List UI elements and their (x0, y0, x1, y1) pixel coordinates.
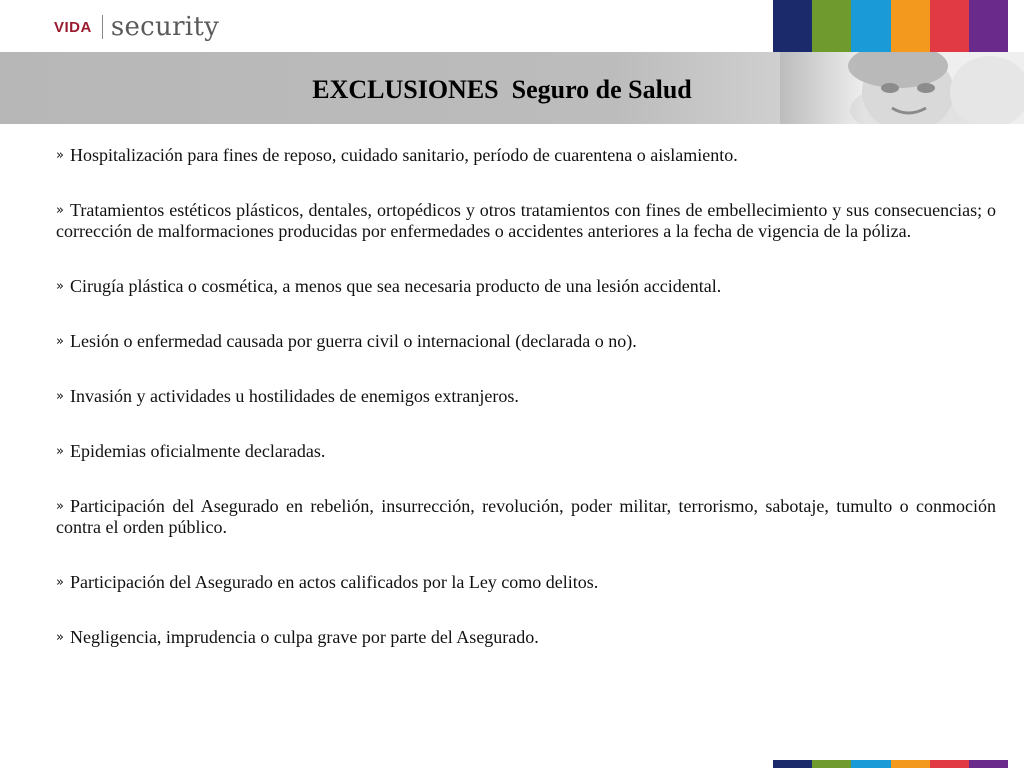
bullet-icon: » (56, 499, 64, 514)
logo-separator (102, 15, 103, 39)
stripe (930, 760, 969, 768)
stripe (851, 760, 890, 768)
logo-security-text: security (110, 12, 220, 42)
exclusion-item-text: Participación del Asegurado en actos calificados por la Ley como delitos. (69, 572, 599, 592)
exclusion-item-text: Tratamientos estéticos plásticos, dentales, ortopédicos y otros tratamientos con fines de embellecimiento y sus consecuencias; o corrección de malformaciones producidas por enfermedades o accidentes anteriores a la fecha de vigencia de la póliza. (56, 200, 996, 241)
brand-color-stripes-top (773, 0, 1008, 52)
exclusion-item (56, 276, 996, 297)
exclusion-item-text: Negligencia, imprudencia o culpa grave por parte del Asegurado. (69, 627, 539, 647)
slide-title: EXCLUSIONES Seguro de Salud (312, 75, 692, 104)
bullet-icon: » (56, 279, 64, 294)
exclusion-item (56, 496, 996, 538)
stripe (851, 0, 890, 52)
exclusion-item (56, 145, 996, 166)
bullet-icon: » (56, 575, 64, 590)
exclusion-item (56, 386, 996, 407)
logo-vida-text: VIDA (54, 18, 92, 36)
exclusion-item-text: Participación del Asegurado en rebelión, insurrección, revolución, poder militar, terrorismo, sabotaje, tumulto o conmoción contra el orden público. (56, 496, 996, 537)
bullet-icon: » (56, 148, 64, 163)
exclusion-item-text: Hospitalización para fines de reposo, cuidado sanitario, período de cuarentena o aislamiento. (69, 145, 738, 165)
exclusion-item-text: Lesión o enfermedad causada por guerra civil o internacional (declarada o no). (69, 331, 637, 351)
exclusion-item (56, 627, 996, 648)
exclusions-list (56, 145, 996, 682)
stripe (969, 760, 1008, 768)
bullet-icon: » (56, 334, 64, 349)
exclusion-item (56, 200, 996, 242)
stripe (812, 760, 851, 768)
exclusion-item (56, 331, 996, 352)
exclusion-item-text: Invasión y actividades u hostilidades de enemigos extranjeros. (69, 386, 519, 406)
stripe (969, 0, 1008, 52)
brand-color-stripes-bottom (773, 760, 1008, 768)
exclusion-item (56, 572, 996, 593)
bullet-icon: » (56, 203, 64, 218)
bullet-icon: » (56, 444, 64, 459)
vida-security-logo (54, 10, 219, 44)
stripe (812, 0, 851, 52)
stripe (773, 760, 812, 768)
stripe (891, 0, 930, 52)
stripe (773, 0, 812, 52)
stripe (930, 0, 969, 52)
exclusion-item (56, 441, 996, 462)
exclusion-item-text: Epidemias oficialmente declaradas. (69, 441, 326, 461)
exclusion-item-text: Cirugía plástica o cosmética, a menos que sea necesaria producto de una lesión accidental. (69, 276, 722, 296)
bullet-icon: » (56, 389, 64, 404)
stripe (891, 760, 930, 768)
bullet-icon: » (56, 630, 64, 645)
